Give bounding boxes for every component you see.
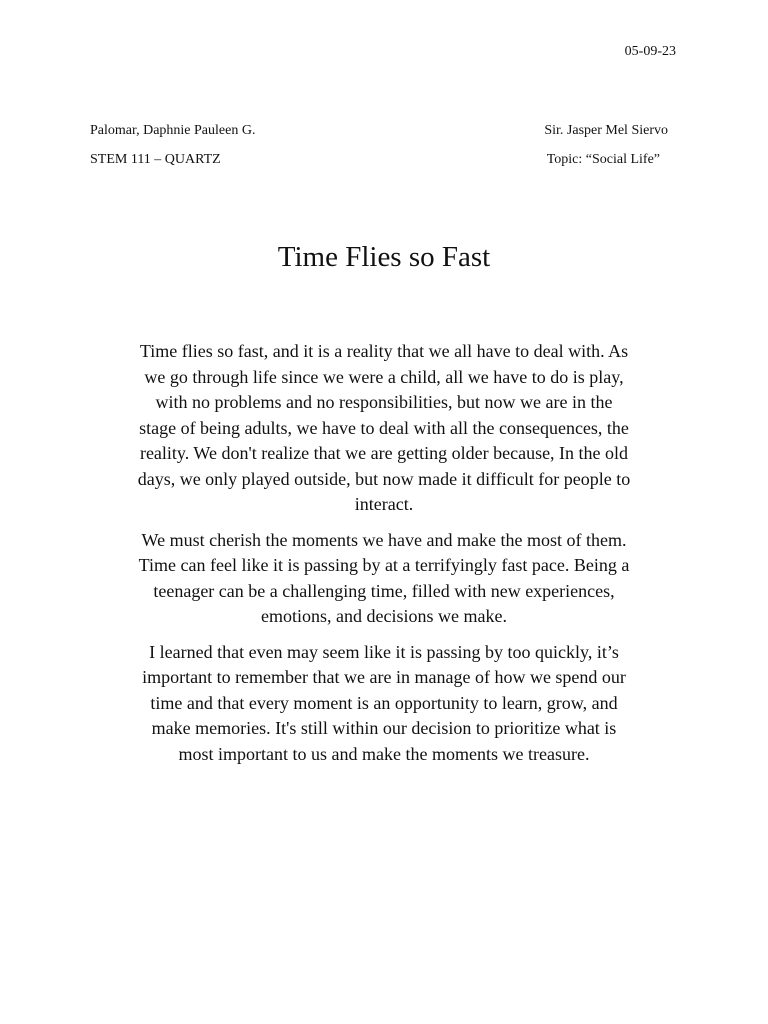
- essay-topic: Topic: “Social Life”: [546, 152, 660, 167]
- document-date: 05-09-23: [624, 44, 676, 59]
- essay-paragraph: I learned that even may seem like it is passing by too quickly, it’s important to remember that we are in manage of how we spend our time and that every moment is an opportunity to learn, grow, and make memories. It's still within our decision to prioritize what is most important to us and make the moments we treasure.: [142, 641, 626, 764]
- header-row-section-topic: [90, 152, 668, 168]
- header-row-names: [90, 123, 668, 139]
- student-name: Palomar, Daphnie Pauleen G.: [90, 123, 256, 138]
- essay-title: Time Flies so Fast: [277, 241, 491, 273]
- student-section: STEM 111 – QUARTZ: [90, 152, 221, 167]
- teacher-name: Sir. Jasper Mel Siervo: [544, 123, 668, 138]
- essay-body: [136, 339, 632, 777]
- essay-paragraph: We must cherish the moments we have and make the most of them. Time can feel like it is passing by at a terrifyingly fast pace. Being a teenager can be a challenging time, filled with new experiences, emotions, and decisions we make.: [138, 529, 630, 626]
- essay-paragraph: Time flies so fast, and it is a reality that we all have to deal with. As we go through life since we were a child, all we have to do is play, with no problems and no responsibilities, but now we are in the stage of being adults, we have to deal with all the consequences, the reality. We don't realize that we are getting older because, In the old days, we only played outside, but now made it difficult for people to interact.: [137, 341, 631, 514]
